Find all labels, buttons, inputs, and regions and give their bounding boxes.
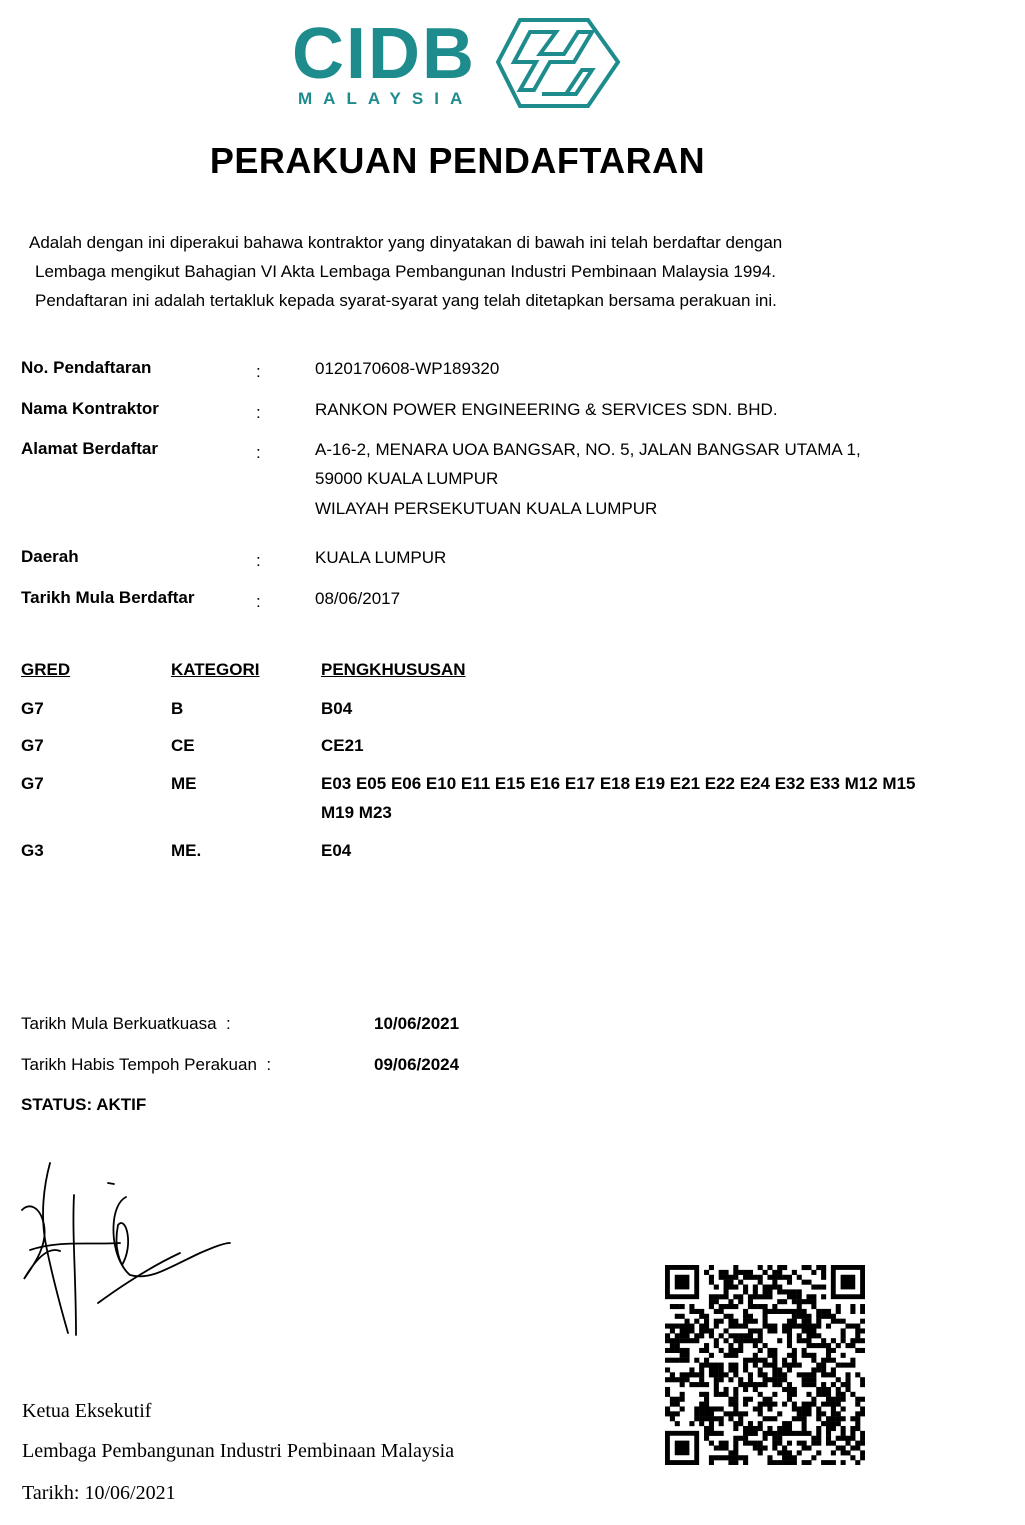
category-cell: B xyxy=(171,699,184,718)
grade-cell: G7 xyxy=(21,774,44,793)
grade-header: GRED xyxy=(21,660,71,679)
intro-line-3: Pendaftaran ini adalah tertakluk kepada syarat-syarat yang telah ditetapkan bersama perakuan ini. xyxy=(35,291,777,310)
effective-date-value: 10/06/2021 xyxy=(374,1014,460,1033)
category-cell: ME xyxy=(171,774,197,793)
colon: : xyxy=(256,403,261,422)
category-cell: ME. xyxy=(171,841,202,860)
qr-code xyxy=(665,1265,865,1465)
specialisation-cell: B04 xyxy=(321,699,353,718)
registration-no-value: 0120170608-WP189320 xyxy=(315,359,500,378)
district-label: Daerah xyxy=(21,547,79,566)
specialisation-cell-continued: M19 M23 xyxy=(321,803,392,822)
expiry-date-label: Tarikh Habis Tempoh Perakuan : xyxy=(21,1055,272,1074)
address-line-2: 59000 KUALA LUMPUR xyxy=(315,469,499,488)
district-value: KUALA LUMPUR xyxy=(315,548,447,567)
qr-code-pattern xyxy=(665,1265,865,1465)
grade-cell: G3 xyxy=(21,841,44,860)
colon: : xyxy=(256,362,261,381)
grade-cell: G7 xyxy=(21,736,44,755)
intro-line-2: Lembaga mengikut Bahagian VI Akta Lembaga Pembangunan Industri Pembinaan Malaysia 1994. xyxy=(35,262,776,281)
colon: : xyxy=(256,551,261,570)
intro-line-1: Adalah dengan ini diperakui bahawa kontraktor yang dinyatakan di bawah ini telah berdaftar dengan xyxy=(29,233,783,252)
specialisation-cell: E03 E05 E06 E10 E11 E15 E16 E17 E18 E19 E21 E22 E24 E32 E33 M12 M15 xyxy=(321,774,916,793)
signature-date: Tarikh: 10/06/2021 xyxy=(22,1482,176,1504)
signatory-title: Ketua Eksekutif xyxy=(22,1400,152,1422)
logo-wordmark: CIDB xyxy=(292,14,476,94)
cidb-logo xyxy=(292,10,622,110)
expiry-date-value: 09/06/2024 xyxy=(374,1055,460,1074)
colon: : xyxy=(256,443,261,462)
colon: : xyxy=(256,592,261,611)
registration-date-value: 08/06/2017 xyxy=(315,589,401,608)
effective-date-label: Tarikh Mula Berkuatkuasa : xyxy=(21,1014,231,1033)
signatory-organisation: Lembaga Pembangunan Industri Pembinaan Malaysia xyxy=(22,1440,455,1462)
grade-cell: G7 xyxy=(21,699,44,718)
category-cell: CE xyxy=(171,736,195,755)
logo-subtitle: MALAYSIA xyxy=(298,89,474,108)
specialisation-cell: E04 xyxy=(321,841,352,860)
hexagon-h-logo-icon xyxy=(498,20,618,106)
specialisation-header: PENGKHUSUSAN xyxy=(321,660,466,679)
registration-date-label: Tarikh Mula Berdaftar xyxy=(21,588,195,607)
signature xyxy=(10,1155,240,1345)
category-header: KATEGORI xyxy=(171,660,260,679)
address-line-1: A-16-2, MENARA UOA BANGSAR, NO. 5, JALAN BANGSAR UTAMA 1, xyxy=(315,440,861,459)
address-label: Alamat Berdaftar xyxy=(21,439,158,458)
specialisation-cell: CE21 xyxy=(321,736,364,755)
contractor-name-value: RANKON POWER ENGINEERING & SERVICES SDN. BHD. xyxy=(315,400,778,419)
address-line-3: WILAYAH PERSEKUTUAN KUALA LUMPUR xyxy=(315,499,658,518)
status-text: STATUS: AKTIF xyxy=(21,1095,147,1114)
contractor-name-label: Nama Kontraktor xyxy=(21,399,159,418)
registration-no-label: No. Pendaftaran xyxy=(21,358,152,377)
certificate-title: PERAKUAN PENDAFTARAN xyxy=(209,140,706,181)
